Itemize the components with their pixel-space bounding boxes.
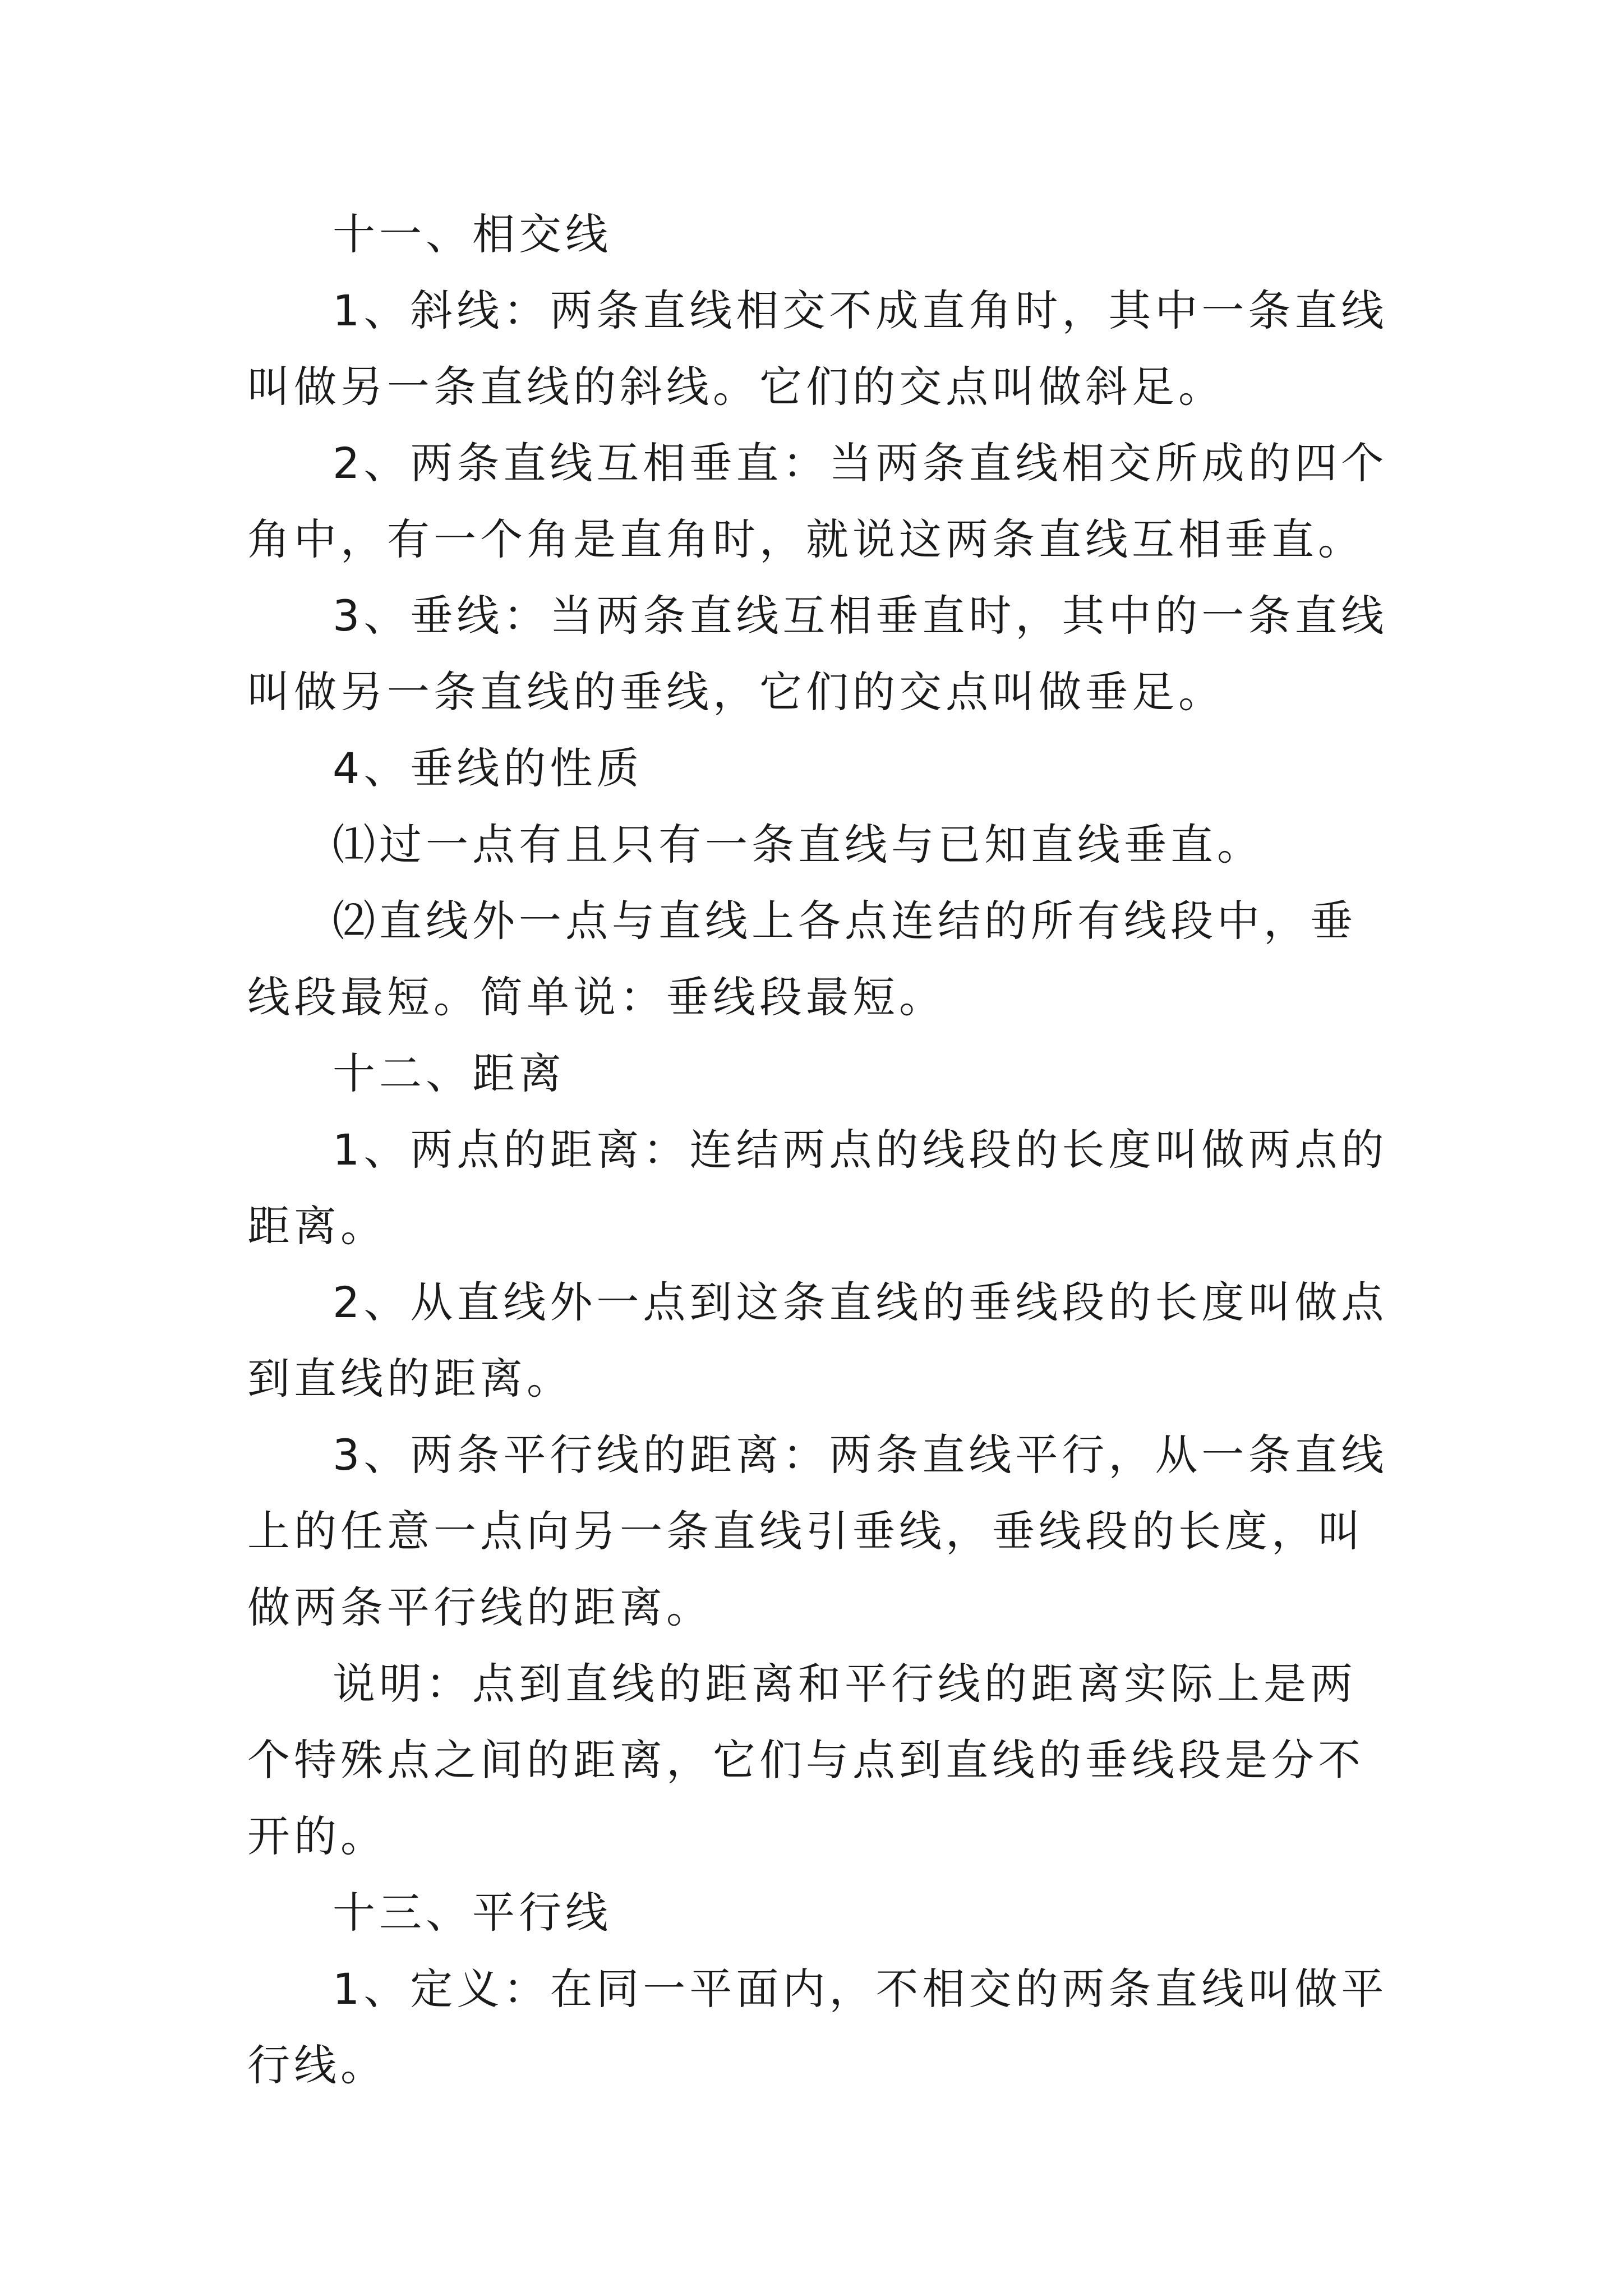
paragraph-parallel-definition: 1、定义：在同一平面内，不相交的两条直线叫做平行线。 — [247, 1964, 1388, 2090]
section-heading-parallel-lines: 十三、平行线 — [333, 1888, 612, 1938]
paragraph-perpendicular-line-definition: 3、垂线：当两条直线互相垂直时，其中的一条直线叫做另一条直线的垂线，它们的交点叫做垂足。 — [247, 591, 1388, 717]
paragraph-oblique-line: 1、斜线：两条直线相交不成直角时，其中一条直线叫做另一条直线的斜线。它们的交点叫做斜足。 — [247, 286, 1388, 412]
section-heading-intersecting-lines: 十一、相交线 — [333, 209, 612, 259]
paragraph-distance-parallel-lines: 3、两条平行线的距离：两条直线平行，从一条直线上的任意一点向另一条直线引垂线，垂线段的长度，叫做两条平行线的距离。 — [247, 1430, 1388, 1632]
document-body — [247, 196, 1391, 2104]
section-heading-distance: 十二、距离 — [333, 1048, 565, 1098]
paragraph-perpendicular-lines: 2、两条直线互相垂直：当两条直线相交所成的四个角中，有一个角是直角时，就说这两条直线互相垂直。 — [247, 438, 1388, 564]
paragraph-distance-point-to-line: 2、从直线外一点到这条直线的垂线段的长度叫做点到直线的距离。 — [247, 1277, 1388, 1404]
paragraph-perpendicular-properties: 4、垂线的性质 — [333, 743, 643, 793]
paragraph-property-2: ⑵直线外一点与直线上各点连结的所有线段中，垂线段最短。简单说：垂线段最短。 — [247, 896, 1357, 1022]
paragraph-property-1: ⑴过一点有且只有一条直线与已知直线垂直。 — [333, 820, 1264, 869]
paragraph-distance-note: 说明：点到直线的距离和平行线的距离实际上是两个特殊点之间的距离，它们与点到直线的垂线段是分不开的。 — [247, 1659, 1364, 1861]
paragraph-distance-two-points: 1、两点的距离：连结两点的线段的长度叫做两点的距离。 — [247, 1125, 1388, 1251]
